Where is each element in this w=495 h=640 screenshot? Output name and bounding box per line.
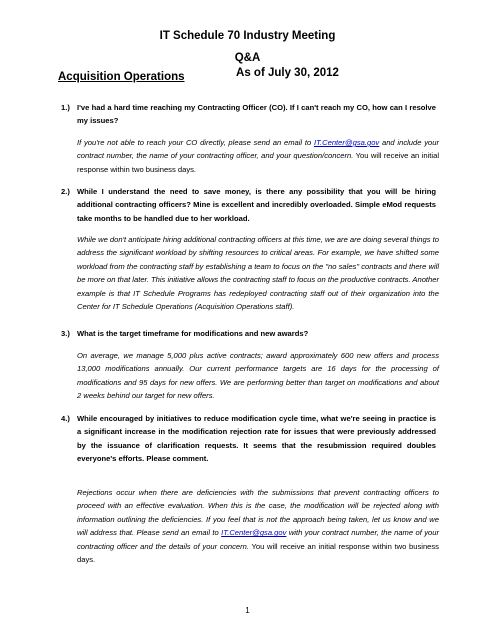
question-number: 3.)	[61, 329, 70, 338]
question-text: While encouraged by initiatives to reduce modification cycle time, what we're seeing in practice is a significant increase in the modification rejection rate for issues that were previously addressed by the issuance of clarification requests. It seems that the resubmission required doubles everyone's efforts. Please comment.	[77, 414, 436, 464]
question-number: 1.)	[61, 103, 70, 112]
document-subtitle-qa: Q&A	[234, 52, 261, 64]
answer-note: You will receive an initial response within two business days.	[77, 541, 439, 565]
document-title: IT Schedule 70 Industry Meeting	[159, 30, 336, 42]
question-2	[61, 185, 436, 225]
document-date: As of July 30, 2012	[236, 67, 339, 79]
answer-1	[77, 136, 439, 176]
answer-4	[77, 486, 439, 566]
question-4	[61, 412, 436, 466]
email-link[interactable]: IT.Center@gsa.gov	[313, 138, 380, 147]
question-number: 2.)	[61, 187, 70, 196]
question-text: I've had a hard time reaching my Contracting Officer (CO). If I can't reach my CO, how can I resolve my issues?	[77, 103, 436, 126]
answer-text: If you're not able to reach your CO directly, please send an email to	[77, 138, 314, 147]
section-heading: Acquisition Operations	[58, 71, 185, 83]
answer-text-cont: with your contract number, the name of your contracting officer and the details of your concern.	[77, 528, 440, 551]
answer-text: Rejections occur when there are deficiencies with the submissions that prevent contracting officers to proceed with an effective evaluation. When this is the case, the modification will be rejected along with information outlining the deficiencies. If you feel that is not the approach being taken, let us know and we will address that. Please send an email to	[77, 488, 439, 538]
question-number: 4.)	[61, 414, 70, 423]
answer-note: You will receive an initial response within two business days.	[77, 151, 440, 174]
answer-2: While we don't anticipate hiring additional contracting officers at this time, we are are doing several things to address the significant workload by shifting resources to critical areas. For example, we have shifted some workload from the contracting staff by establishing a team to focus on the "no sales" contracts and there will be more on that later. This initiative allows the contracting staff to focus on the productive contracts. Another example is that IT Schedule Programs has redeployed contracting staff out of their organization into the Center for IT Schedule Operations (Acquisition Operations staff).	[77, 235, 440, 312]
question-1	[61, 101, 436, 128]
email-link[interactable]: IT.Center@gsa.gov	[221, 528, 287, 538]
question-text: While I understand the need to save money, is there any possibility that you will be hiring additional contracting officers? Mine is excellent and incredibly overloaded. Simple eMod requests take months to be handled due to her workload.	[77, 187, 436, 223]
answer-text-cont: and include your contract number, the name of your contracting officer, and your question/concern.	[77, 138, 439, 161]
answer-3: On average, we manage 5,000 plus active contracts; award approximately 600 new offers and process 13,000 modifications annually. Our current performance targets are 16 days for the processing of modifications and 95 days for new offers. We are performing better than target on modifications and about 2 weeks behind our target for new offers.	[77, 351, 439, 401]
question-text: What is the target timeframe for modifications and new awards?	[77, 329, 309, 338]
page-number: 1	[245, 606, 250, 615]
question-3	[61, 327, 436, 340]
